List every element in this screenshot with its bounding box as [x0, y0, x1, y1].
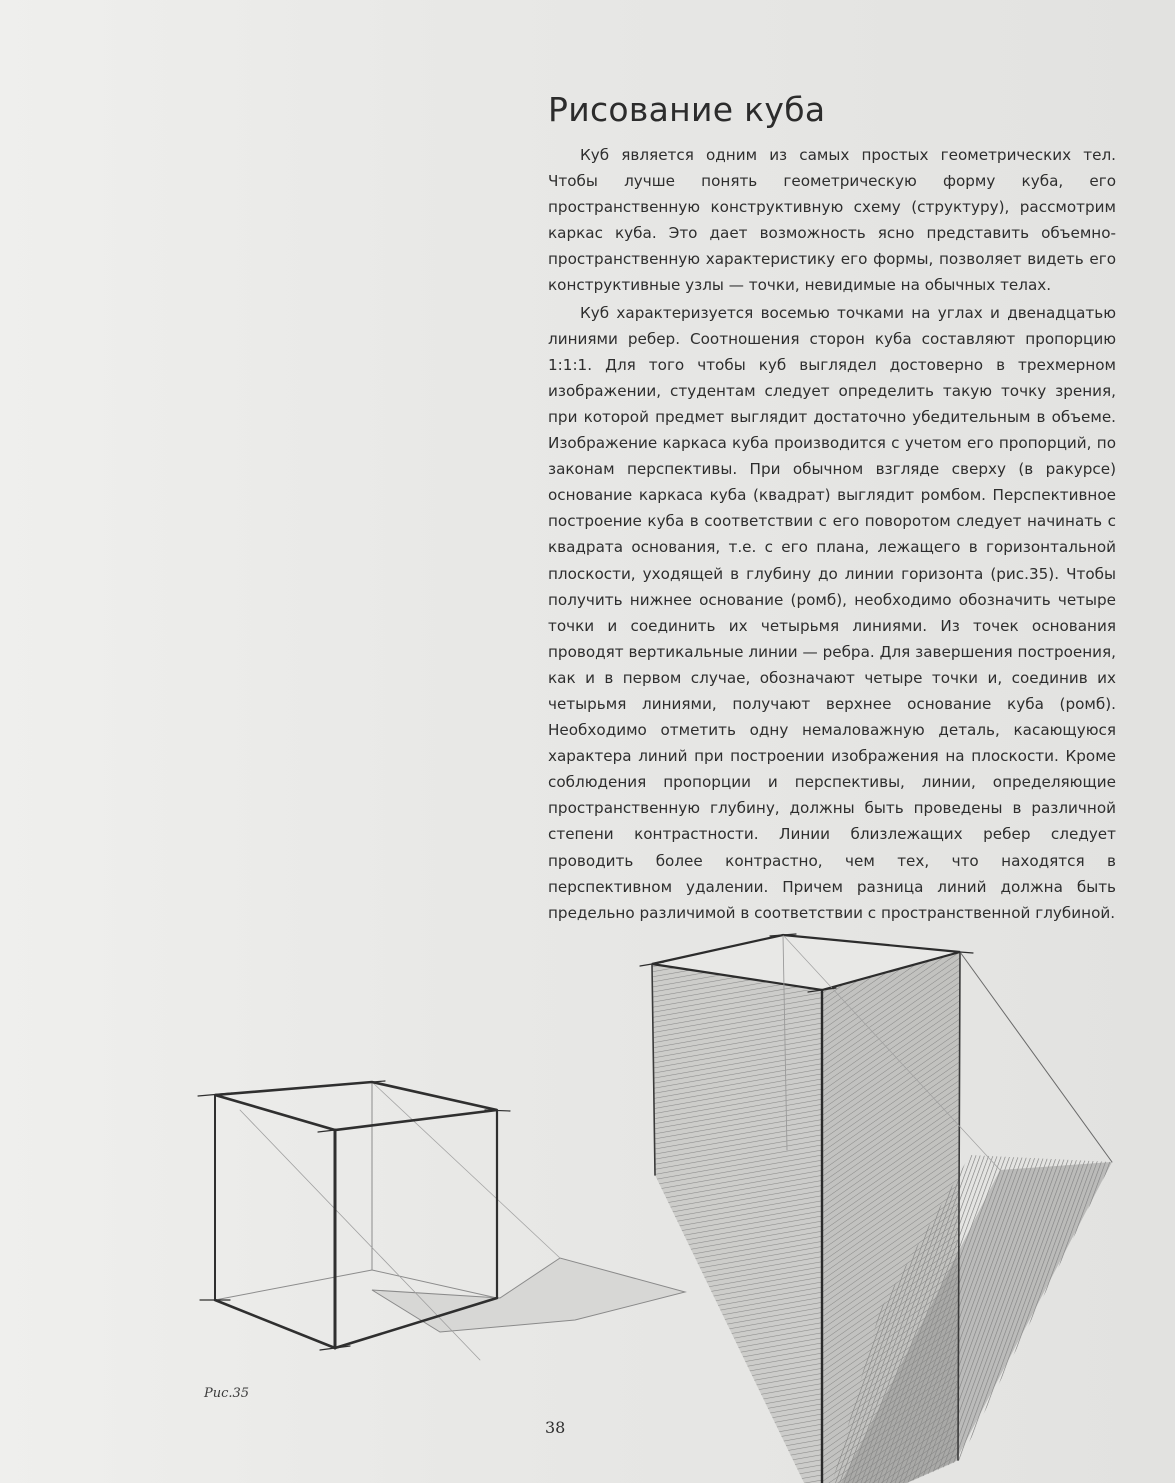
- page-number: 38: [545, 1418, 566, 1437]
- shaded-cube-drawing: [640, 934, 1112, 1483]
- wireframe-cube-drawing: [198, 1081, 685, 1360]
- paragraph-2: Куб характеризуется восемью точками на углах и двенадцатью линиями ребер. Соотношения сторон куба составляют пропорцию 1:1:1. Для того чтобы куб выглядел достоверно в трехмерном изображении, студентам следует определить такую точку зрения, при которой предмет выглядит достаточно убедительным в объеме. Изображение каркаса куба производится с учетом его пропорций, по законам перспективы. При обычном взгляде сверху (в ракурсе) основание каркаса куба (квадрат) выглядит ромбом. Перспективное построение куба в соответствии с его поворотом следует начинать с квадрата основания, т.е. с его плана, лежащего в горизонтальной плоскости, уходящей в глубину до линии горизонта (рис.35). Чтобы получить нижнее основание (ромб), необходимо обозначить четыре точки и соединить их четырьмя линиями. Из точек основания проводят вертикальные линии — ребра. Для завершения построения, как и в первом случае, обозначают четыре точки и, соединив их четырьмя линиями, получают верхнее основание куба (ромб). Необходимо отметить одну немаловажную деталь, касающуюся характера линий при построении изображения на плоскости. Кроме соблюдения пропорции и перспективы, линии, определяющие пространственную глубину, должны быть проведены в различной степени контрастности. Линии близлежащих ребер следует проводить более контрастно, чем тех, что находятся в перспективном удалении. Причем разница линий должна быть предельно различимой в соответствии с пространственной глубиной.: [548, 303, 1116, 922]
- paragraph-1: Куб является одним из самых простых геометрических тел. Чтобы лучше понять геометрическую форму куба, его пространственную конструктивную схему (структуру), рассмотрим каркас куба. Это дает возможность ясно представить объемно-пространственную характеристику его формы, позволяет видеть его конструктивные узлы — точки, невидимые на обычных телах.: [548, 146, 1116, 295]
- figure-caption: Рис.35: [204, 1386, 250, 1401]
- page-title: Рисование куба: [548, 90, 826, 130]
